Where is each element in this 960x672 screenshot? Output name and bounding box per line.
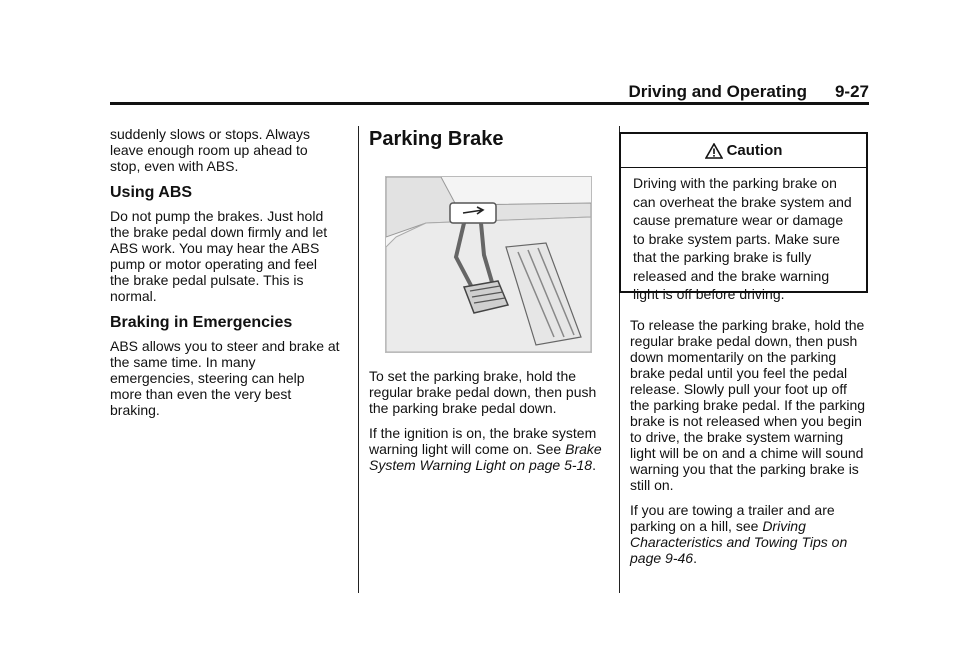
section-title: Driving and Operating [628,82,807,101]
paragraph-set-brake: To set the parking brake, hold the regular brake pedal down, then push the parking brake pedal down. [369,368,597,416]
pedal-drawing [386,177,591,352]
warning-triangle-icon [705,143,723,159]
paragraph-warning-light [369,425,609,473]
heading-using-abs: Using ABS [110,184,193,201]
header-rule [110,102,869,105]
paragraph-braking-emergencies: ABS allows you to steer and brake at the same time. In many emergencies, steering can help more than even the very best braking. [110,338,340,418]
caution-text: Driving with the parking brake on can overheat the brake system and cause premature wear or damage to brake system parts. Make sure that the parking brake is fully released and the brake warning light is off before driving. [633,175,852,302]
paragraph-towing [630,502,870,566]
paragraph-text: If you are towing a trailer and are parking on a hill, see [630,502,835,534]
column-divider-1 [358,126,359,593]
paragraph-text-end: . [693,550,697,566]
page-number: 9-27 [834,82,869,101]
column-1 [110,126,340,427]
paragraph-release-brake: To release the parking brake, hold the regular brake pedal down, then push down momentarily on the parking brake pedal until you feel the pedal release. Slowly pull your foot up off the parking brake pedal. If the parking brake is not released when you begin to drive, the brake system warning light will be on and a chime will sound warning you that the parking brake is still on. [630,317,866,493]
parking-brake-illustration [385,176,592,353]
heading-braking-emergencies: Braking in Emergencies [110,314,293,331]
caution-header [621,142,866,159]
caution-box [619,132,868,302]
paragraph-text: If the ignition is on, the brake system warning light will come on. See [369,425,597,457]
column-3 [630,317,870,575]
column-2-text [369,368,609,482]
cross-reference-link[interactable]: Brake System Warning Light on page 5-18 [369,441,602,473]
paragraph-text-end: . [592,457,596,473]
paragraph-continuation: suddenly slows or stops. Always leave enough room up ahead to stop, even with ABS. [110,126,310,174]
heading-parking-brake: Parking Brake [369,128,504,150]
caution-title: Caution [726,142,783,159]
paragraph-using-abs: Do not pump the brakes. Just hold the brake pedal down firmly and let ABS work. You may hear the ABS pump or motor operating and feel the brake pedal pulsate. This is normal. [110,208,328,304]
cross-reference-link[interactable]: Driving Characteristics and Towing Tips on page 9-46 [630,518,848,566]
